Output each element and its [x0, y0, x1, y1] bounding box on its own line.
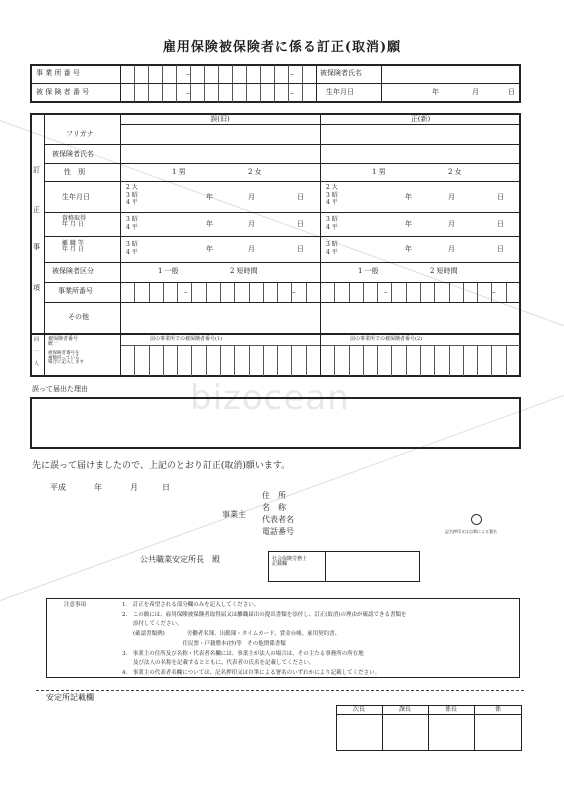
identity-side-2: 一: [34, 349, 40, 355]
note-6: 3. 事業主の住所及び名称・代表者名欄には、事業主が法人の場合は、その主たる事務所の所在地: [122, 651, 364, 657]
stamp-field-staff[interactable]: [475, 715, 521, 750]
gender-correct-female[interactable]: 2 女: [448, 168, 462, 176]
row-furigana: フリガナ: [66, 130, 94, 138]
employer-rep[interactable]: 代表者名: [262, 515, 294, 524]
furigana-correct-field[interactable]: [321, 125, 520, 144]
office-number-field[interactable]: [121, 65, 316, 83]
category-correct-parttime[interactable]: 2 短時間: [430, 267, 458, 275]
month-label: 月: [472, 88, 479, 96]
row-separated: 離 職 等 年 月 日: [62, 240, 84, 254]
identity-wrong-field[interactable]: [121, 345, 320, 376]
office-number-label: 事 業 所 番 号: [36, 69, 80, 77]
other-wrong-field[interactable]: [121, 303, 320, 333]
month-label: 月: [248, 220, 255, 228]
identity-correct-field[interactable]: [321, 345, 520, 376]
row-name: 被保険者氏名: [52, 150, 94, 158]
month-label: 月: [448, 220, 455, 228]
year-label: 年: [405, 220, 412, 228]
prev-office-note-2: 前の事業所での被保険者番号(2): [350, 336, 423, 342]
stamp-field-sub[interactable]: [429, 715, 474, 750]
identity-label: 被保険者番号 統一: [48, 336, 79, 348]
furigana-wrong-field[interactable]: [121, 125, 320, 144]
seal-icon: [471, 514, 482, 525]
stamp-staff: 係: [494, 706, 501, 713]
identity-note: 被保険者番号を 複数持っている 場合に記入します: [48, 351, 84, 366]
identity-side-3: 人: [34, 361, 40, 367]
form-title: 雇用保険被保険者に係る訂正(取消)願: [162, 40, 402, 55]
insured-number-field[interactable]: [121, 84, 316, 102]
statement: 先に誤って届けましたので、上記のとおり訂正(取消)願います。: [32, 461, 291, 471]
era-birth-correct: 2 大 3 昭 4 平: [326, 184, 338, 206]
stamp-deputy: 次長: [352, 706, 365, 713]
employer-address[interactable]: 住 所: [262, 491, 286, 500]
era-qualified-correct: 3 昭 4 平: [326, 216, 338, 231]
note-4: (確認書類例) 労働者名簿、出勤簿・タイムカード、賃金台帳、雇用契約書、: [122, 631, 341, 637]
office-use-divider: [36, 690, 524, 691]
employer-name[interactable]: 名 称: [262, 503, 286, 512]
year-label: 年: [206, 245, 213, 253]
row-gender: 性 別: [64, 168, 85, 176]
identity-side-1: 同: [34, 337, 40, 343]
note-3: 添付してください。: [122, 621, 183, 627]
office-use-label: 安定所記載欄: [46, 693, 94, 702]
era-separated-correct: 3 昭 4 平: [326, 241, 338, 256]
note-1: 1. 訂正を希望される部分欄のみを記入してください。: [122, 602, 260, 608]
day-label: 日: [297, 245, 304, 253]
other-correct-field[interactable]: [321, 303, 520, 333]
note-5: 住民票・戸籍謄本(抄)等 その他関係書類: [122, 641, 286, 647]
category-wrong-general[interactable]: 1 一般: [158, 267, 179, 275]
side-label-2: 正: [33, 206, 40, 214]
stamp-sub: 係長: [444, 706, 457, 713]
day-label: 日: [497, 220, 504, 228]
note-7: 及び法人の名称を記載するとともに、代表者の氏名を記載してください。: [122, 660, 315, 666]
office-no-wrong-field[interactable]: [121, 283, 320, 302]
prev-office-note-1: 前の事業所での被保険者番号(1): [150, 336, 223, 342]
name-wrong-field[interactable]: [121, 145, 320, 163]
era-qualified-wrong: 3 昭 4 平: [126, 216, 138, 231]
month-label: 月: [448, 245, 455, 253]
watermark: bizocean: [190, 378, 350, 418]
addressee: 公共職業安定所長 殿: [140, 555, 220, 564]
year-label: 年: [206, 220, 213, 228]
gender-correct-male[interactable]: 1 男: [372, 168, 386, 176]
office-no-correct-field[interactable]: [321, 283, 520, 302]
col-wrong: 誤(旧): [210, 115, 230, 123]
category-wrong-parttime[interactable]: 2 短時間: [230, 267, 258, 275]
day-label: 日: [497, 245, 504, 253]
row-office-no: 事業所番号: [58, 287, 93, 295]
era-birth-wrong: 2 大 3 昭 4 平: [126, 184, 138, 206]
gender-wrong-male[interactable]: 1 男: [172, 168, 186, 176]
note-8: 4. 事業主の代表者名欄については、記名押印又は自筆による署名のいずれかにより記載してください。: [122, 670, 381, 676]
insured-name-label: 被保険者氏名: [320, 69, 362, 77]
name-correct-field[interactable]: [321, 145, 520, 163]
day-label: 日: [497, 193, 504, 201]
stamp-field-chief[interactable]: [383, 715, 428, 750]
reason-label: 誤って届出た理由: [32, 385, 88, 393]
side-label-3: 事: [33, 243, 40, 251]
date-year[interactable]: 年: [94, 483, 102, 492]
stamp-chief: 課長: [398, 706, 411, 713]
row-birth: 生年月日: [62, 193, 90, 201]
row-other: その他: [68, 313, 89, 321]
date-day[interactable]: 日: [162, 483, 170, 492]
year-label: 年: [206, 193, 213, 201]
day-label: 日: [297, 220, 304, 228]
month-label: 月: [248, 193, 255, 201]
note-2: 2. この願には、雇用保険被保険者取得届又は離職届出の提出書類を添付し、訂正(取消)の理由が確認できる書類を: [122, 612, 407, 618]
year-label: 年: [405, 193, 412, 201]
employer-phone[interactable]: 電話番号: [262, 527, 294, 536]
row-category: 被保険者区分: [52, 267, 94, 275]
birth-label: 生年月日: [326, 88, 354, 96]
row-qualified: 資格取得 年 月 日: [62, 215, 87, 229]
stamp-field-deputy[interactable]: [337, 715, 382, 750]
era-separated-wrong: 3 昭 4 平: [126, 241, 138, 256]
insured-number-label: 被 保 険 者 番 号: [36, 88, 90, 96]
month-label: 月: [448, 193, 455, 201]
date-era: 平成: [50, 483, 66, 492]
category-correct-general[interactable]: 1 一般: [358, 267, 379, 275]
seal-note: 記名押印又は自筆による署名: [445, 529, 497, 534]
day-label: 日: [297, 193, 304, 201]
insured-name-field[interactable]: [382, 65, 520, 83]
year-label: 年: [405, 245, 412, 253]
day-label: 日: [508, 88, 515, 96]
side-label-4: 項: [33, 284, 40, 292]
side-label-1: 訂: [33, 166, 40, 174]
date-month[interactable]: 月: [130, 483, 138, 492]
labor-consultant-label: 社会保険労務士 記載欄: [272, 556, 308, 568]
notes-label: 注意事項: [64, 602, 87, 608]
employer-label: 事業主: [222, 510, 246, 519]
col-correct: 正(新): [410, 115, 431, 123]
gender-wrong-female[interactable]: 2 女: [248, 168, 262, 176]
year-label: 年: [432, 88, 439, 96]
month-label: 月: [248, 245, 255, 253]
reason-field[interactable]: [30, 397, 521, 449]
